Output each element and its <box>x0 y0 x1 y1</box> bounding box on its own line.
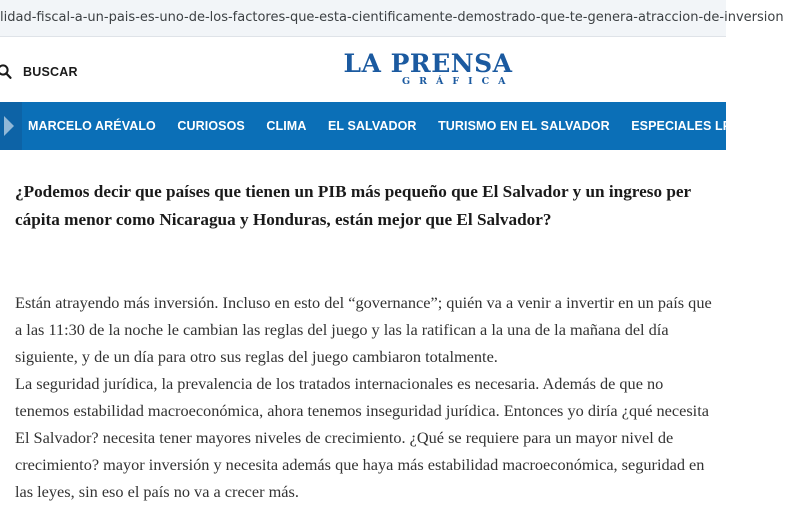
nav-item-clima[interactable]: CLIMA <box>266 119 307 133</box>
nav-item-especiales-lpg[interactable]: ESPECIALES LPG <box>631 119 741 133</box>
site-header <box>0 37 726 102</box>
browser-address-bar[interactable] <box>0 0 784 37</box>
url-text[interactable]: lidad-fiscal-a-un-pais-es-uno-de-los-factores-que-esta-cientificamente-demostrado-que-te-genera-atraccion-de-inversion <box>0 10 784 25</box>
answer-paragraph: La seguridad jurídica, la prevalencia de los tratados internacionales es necesaria. Además de que no tenemos estabilidad macroeconómica, ahora tenemos inseguridad jurídica. Entonces yo diría ¿qué necesita El Salvador? necesita tener mayores niveles de crecimiento. ¿Qué se requiere para un mayor nivel de crecimiento? mayor inversión y necesita además que haya más estabilidad macroeconómica, seguridad en las leyes, sin eso el país no va a crecer más. <box>15 374 709 501</box>
nav-item-turismo[interactable]: TURISMO EN EL SALVADOR <box>438 119 610 133</box>
logo-main-text: LA PRENSA <box>343 49 513 78</box>
nav-item-marcelo-arevalo[interactable]: MARCELO ARÉVALO <box>28 119 156 133</box>
nav-items <box>28 102 805 150</box>
logo-sub-text: GRÁFICA <box>402 76 515 87</box>
chevron-right-icon <box>2 114 16 138</box>
interview-question: ¿Podemos decir que países que tienen un PIB más pequeño que El Salvador y un ingreso per cápita menor como Nicaragua y Honduras, están mejor que El Salvador? <box>15 182 691 229</box>
nav-scroll-button[interactable] <box>0 102 22 150</box>
nav-item-dei[interactable]: DEI <box>762 119 784 133</box>
search-label: BUSCAR <box>23 65 78 79</box>
nav-item-el-salvador[interactable]: EL SALVADOR <box>327 119 417 133</box>
search-button[interactable] <box>0 61 78 83</box>
site-logo[interactable] <box>340 51 516 87</box>
nav-item-curiosos[interactable]: CURIOSOS <box>177 119 245 133</box>
main-navigation <box>0 102 784 150</box>
search-icon <box>0 64 12 80</box>
article-body <box>15 178 715 505</box>
answer-paragraph: Están atrayendo más inversión. Incluso en esto del “governance”; quién va a venir a invertir en un país que a las 11:30 de la noche le cambian las reglas del juego y las la ratifican a la una de la mañana del día siguiente, y de un día para otro sus reglas del juego cambiaron totalmente. <box>15 293 712 366</box>
